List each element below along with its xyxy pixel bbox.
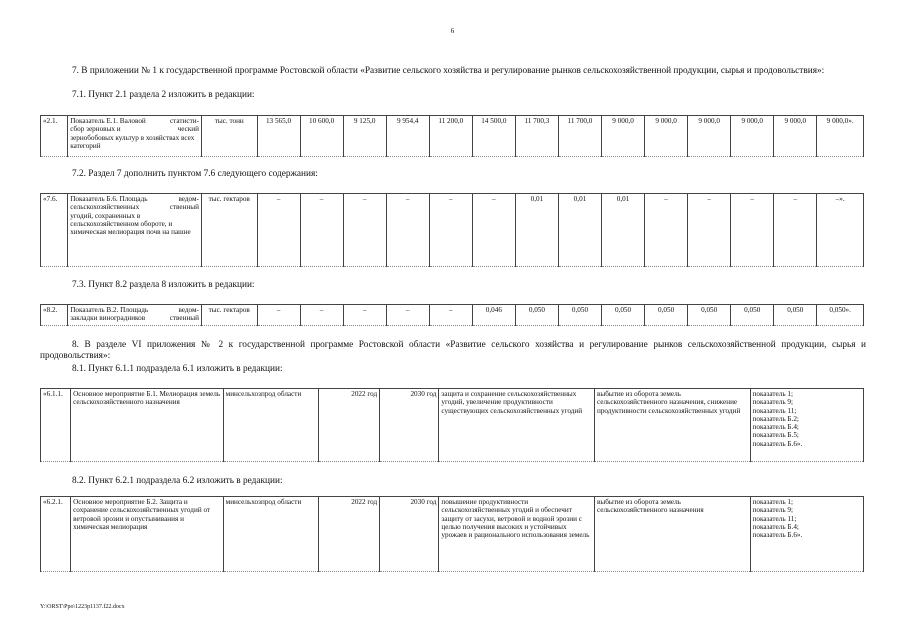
row-code: «7.6. — [41, 194, 68, 267]
value-cell: – — [731, 194, 774, 267]
consequence: выбытие из оборота земель сельскохозяйственного назначения, снижение продуктивности сельскохозяйственных угодий — [594, 389, 750, 462]
value-cell: 10 600,0 — [300, 116, 343, 157]
value-cell: 0,01 — [602, 194, 645, 267]
value-cell: – — [300, 194, 343, 267]
value-cell: – — [688, 194, 731, 267]
value-cell: 0,050 — [515, 305, 558, 326]
table-row — [41, 389, 864, 462]
list-item: показатель Б.2; — [752, 414, 799, 423]
value-cell: 0,01 — [515, 194, 558, 267]
value-cell: 9 000,0 — [645, 116, 688, 157]
table-8-2 — [40, 304, 864, 326]
list-item: показатель Б.4; — [752, 423, 799, 432]
value-cell: 13 565,0 — [257, 116, 300, 157]
expected-result: защита и сохранение сельскохозяйственных угодий, увеличение продуктивности существующих сельскохозяйственных угодий — [439, 389, 595, 462]
value-cell: – — [386, 194, 429, 267]
table-2-1 — [40, 115, 864, 157]
value-cell: 9 000,0 — [731, 116, 774, 157]
value-cell: 0,050 — [645, 305, 688, 326]
value-cell: 9 125,0 — [343, 116, 386, 157]
value-cell: 0,050 — [774, 305, 817, 326]
indicators-list — [750, 497, 863, 572]
value-cell: – — [472, 194, 515, 267]
measure-name: Основное мероприятие Б.1. Мелиорация земель сельскохозяйственного назначения — [71, 389, 224, 462]
table-row — [41, 116, 864, 157]
measure-name: Основное мероприятие Б.2. Защита и сохранение сельскохозяйственных угодий от ветровой эрозии и опустынивания и химическая мелиорация — [71, 497, 224, 572]
list-item: показатель 1; — [752, 498, 793, 506]
list-item: показатель Б.6». — [752, 531, 803, 540]
value-cell: 0,050». — [817, 305, 864, 326]
paragraph-7-3: 7.3. Пункт 8.2 раздела 8 изложить в редакции: — [72, 280, 255, 290]
value-cell: 11 200,0 — [429, 116, 472, 157]
value-cell: – — [343, 194, 386, 267]
expected-result: повышение продуктивности сельскохозяйственных угодий и обеспечит защиту от засухи, ветровой и водной эрозии с целью получения высоких и устойчивых урожаев и рационального использования земель — [439, 497, 595, 572]
value-cell: – — [300, 305, 343, 326]
paragraph-7-1: 7.1. Пункт 2.1 раздела 2 изложить в редакции: — [72, 90, 255, 100]
paragraph-7: 7. В приложении № 1 к государственной программе Ростовской области «Развитие сельского хозяйства и регулирование рынков сельскохозяйственной продукции, сырья и продовольствия»: — [72, 66, 825, 76]
paragraph-7-2: 7.2. Раздел 7 дополнить пунктом 7.6 следующего содержания: — [72, 169, 318, 179]
value-cell: – — [429, 305, 472, 326]
indicator-type: ведом-ственный — [169, 306, 199, 323]
value-cell: 9 000,0 — [602, 116, 645, 157]
indicator-name: статисти-ческий Показатель Е.1. Валовой сбор зерновых и зернобобовых культур в хозяйствах всех категорий — [68, 116, 202, 157]
row-code: «6.1.1. — [41, 389, 71, 462]
indicator-name: ведом-ственный Показатель Б.6. Площадь сельскохозяйственных угодий, сохраненных в сельскохозяйственном обороте, и химическая мелиорация почв на пашне — [68, 194, 202, 267]
start-year: 2022 год — [319, 389, 380, 462]
indicator-unit: тыс. гектаров — [201, 305, 257, 326]
table-row — [41, 305, 864, 326]
value-cell: – — [645, 194, 688, 267]
executor: минсельхозпрод области — [223, 497, 318, 572]
value-cell: 9 000,0 — [774, 116, 817, 157]
list-item: показатель 11; — [752, 406, 797, 415]
value-cell: – — [343, 305, 386, 326]
indicator-name: ведом-ственный Показатель В.2. Площадь закладки виноградников — [68, 305, 202, 326]
table-6-2-1 — [40, 496, 864, 572]
indicators-list — [750, 389, 863, 462]
table-6-1-1 — [40, 388, 864, 462]
value-cell: 0,050 — [731, 305, 774, 326]
end-year: 2030 год — [380, 389, 439, 462]
page-number: 6 — [450, 27, 455, 35]
list-item: показатель 9; — [752, 398, 793, 407]
value-cell: – — [386, 305, 429, 326]
value-cell: 14 500,0 — [472, 116, 515, 157]
paragraph-8-2: 8.2. Пункт 6.2.1 подраздела 6.2 изложить в редакции: — [72, 476, 283, 486]
indicator-unit: тыс. тонн — [201, 116, 257, 157]
table-row — [41, 497, 864, 572]
paragraph-8-1: 8.1. Пункт 6.1.1 подраздела 6.1 изложить в редакции: — [72, 364, 283, 374]
value-cell: – — [774, 194, 817, 267]
start-year: 2022 год — [319, 497, 380, 572]
row-code: «6.2.1. — [41, 497, 71, 572]
row-code: «8.2. — [41, 305, 68, 326]
end-year: 2030 год — [380, 497, 439, 572]
paragraph-8: 8. В разделе VI приложения № 2 к государственной программе Ростовской области «Развитие сельского хозяйства и регулирование рынков сельскохозяйственной продукции, сырья и продовольствия»: — [40, 340, 866, 361]
value-cell: 0,050 — [688, 305, 731, 326]
value-cell: – — [257, 194, 300, 267]
value-cell: 9 000,0 — [688, 116, 731, 157]
table-7-6 — [40, 193, 864, 267]
indicator-unit: тыс. гектаров — [201, 194, 257, 267]
list-item: показатель 1; — [752, 390, 793, 398]
list-item: показатель Б.6». — [752, 439, 803, 448]
indicator-type: статисти-ческий — [169, 117, 199, 134]
indicator-type: ведом-ственный — [169, 195, 199, 212]
value-cell: –». — [817, 194, 864, 267]
value-cell: 0,046 — [472, 305, 515, 326]
value-cell: 11 700,0 — [558, 116, 601, 157]
value-cell: 9 954,4 — [386, 116, 429, 157]
value-cell: – — [257, 305, 300, 326]
table-row — [41, 194, 864, 267]
list-item: показатель Б.5; — [752, 431, 799, 440]
value-cell: – — [429, 194, 472, 267]
row-code: «2.1. — [41, 116, 68, 157]
value-cell: 0,01 — [558, 194, 601, 267]
list-item: показатель 11; — [752, 514, 797, 523]
list-item: показатель 9; — [752, 506, 793, 515]
value-cell: 0,050 — [558, 305, 601, 326]
value-cell: 11 700,3 — [515, 116, 558, 157]
executor: минсельхозпрод области — [223, 389, 318, 462]
value-cell: 9 000,0». — [817, 116, 864, 157]
value-cell: 0,050 — [602, 305, 645, 326]
consequence: выбытие из оборота земель сельскохозяйственного назначения — [594, 497, 750, 572]
footer-file-path: Y:\ORST\Ppo\1223p1137.f22.docx — [40, 604, 125, 610]
list-item: показатель Б.4; — [752, 522, 799, 531]
